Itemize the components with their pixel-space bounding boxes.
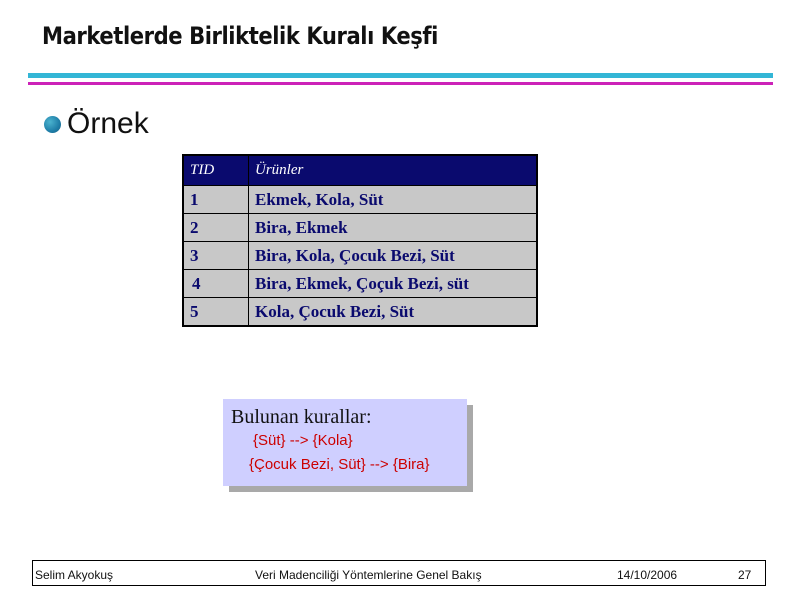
table-row: [183, 242, 537, 270]
rule-line: {Süt} --> {Kola}: [253, 432, 353, 449]
table-row: [183, 270, 537, 298]
bullet-item: [44, 107, 149, 141]
slide-title: Marketlerde Birliktelik Kuralı Keşfi: [42, 22, 438, 50]
rules-box: [223, 399, 467, 486]
cell-items: Bira, Kola, Çocuk Bezi, Süt: [249, 242, 538, 270]
table-row: [183, 214, 537, 242]
cell-items: Bira, Ekmek, Çoçuk Bezi, süt: [249, 270, 538, 298]
title-underline-cyan: [28, 73, 773, 78]
cell-items: Ekmek, Kola, Süt: [249, 186, 538, 214]
rules-heading: Bulunan kurallar:: [231, 406, 372, 428]
title-underline-magenta: [28, 82, 773, 85]
bullet-text: Örnek: [67, 107, 149, 140]
cell-tid: 5: [183, 298, 249, 327]
footer-course-title: Veri Madenciliği Yöntemlerine Genel Bakış: [255, 568, 482, 582]
table-header-row: [183, 155, 537, 186]
bullet-dot-icon: [44, 116, 61, 133]
cell-items: Bira, Ekmek: [249, 214, 538, 242]
footer-author: Selim Akyokuş: [35, 568, 114, 582]
cell-tid: 3: [183, 242, 249, 270]
column-header-tid: TID: [183, 155, 249, 186]
slide-footer: [32, 560, 766, 586]
footer-page-number: 27: [738, 568, 752, 582]
table-row: [183, 186, 537, 214]
rule-line: {Çocuk Bezi, Süt} --> {Bira}: [249, 456, 430, 473]
footer-date: 14/10/2006: [617, 568, 678, 582]
cell-tid: 1: [183, 186, 249, 214]
table-row: [183, 298, 537, 327]
cell-tid: 4: [183, 270, 249, 298]
cell-items: Kola, Çocuk Bezi, Süt: [249, 298, 538, 327]
transactions-table: [182, 154, 538, 327]
column-header-items: Ürünler: [249, 155, 538, 186]
cell-tid: 2: [183, 214, 249, 242]
